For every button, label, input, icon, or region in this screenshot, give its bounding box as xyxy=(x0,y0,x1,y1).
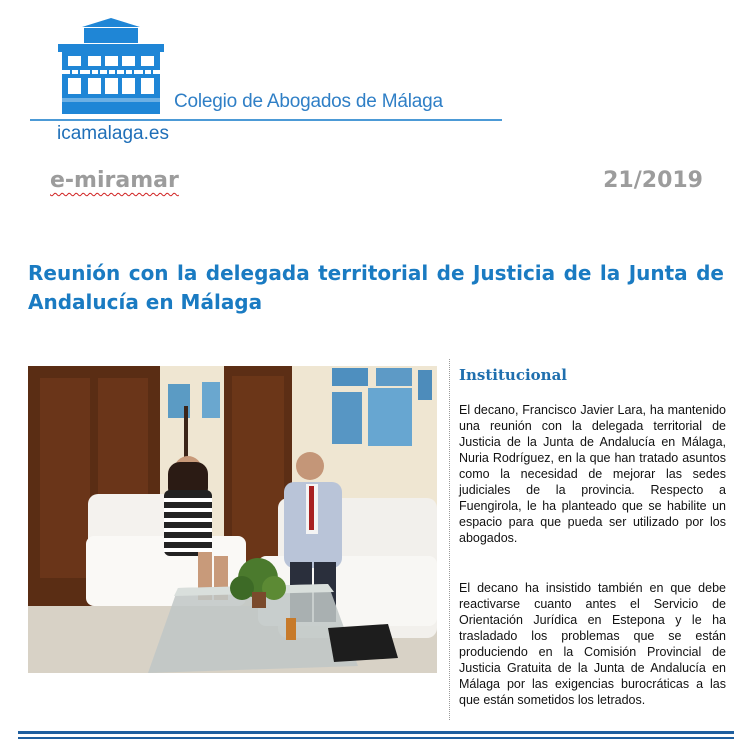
logo-divider xyxy=(30,119,502,121)
article-paragraph-2: El decano ha insistido también en que debe reactivarse cuanto antes el Servicio de Orientación Jurídica en Estepona y le ha trasladado los problemas que se están produciendo en la Comisión Provincial de Justicia Gratuita de la Junta de Andalucía en Málaga por las exigencias burocráticas a las que están sometidos los letrados. xyxy=(459,581,726,707)
article-photo xyxy=(28,366,437,673)
section-title: Institucional xyxy=(459,366,567,384)
footer-rule-top xyxy=(18,731,734,734)
article-paragraph-1: El decano, Francisco Javier Lara, ha mantenido una reunión con la delegada territorial de Justicia de la Junta de Andalucía en Málaga, Nuria Rodríguez, en la que han tratado asuntos como la necesidad de mejorar las sedes judiciales de la provincia. Respecto a Fuengirola, le ha planteado que se habilite un espacio para que pueda ser utilizado por los abogados. xyxy=(459,403,726,545)
website-link[interactable]: icamalaga.es xyxy=(57,123,169,144)
issue-number: 21/2019 xyxy=(603,168,703,193)
meeting-photo-illustration xyxy=(28,366,437,673)
newsletter-name: e-miramar xyxy=(50,168,179,193)
logo[interactable] xyxy=(58,18,164,120)
org-name: Colegio de Abogados de Málaga xyxy=(174,91,443,112)
footer-rule-bottom xyxy=(18,737,734,739)
building-icon xyxy=(58,18,164,120)
article-headline: Reunión con la delegada territorial de Justicia de la Junta de Andalucía en Málaga xyxy=(28,261,724,314)
column-separator xyxy=(449,359,451,720)
